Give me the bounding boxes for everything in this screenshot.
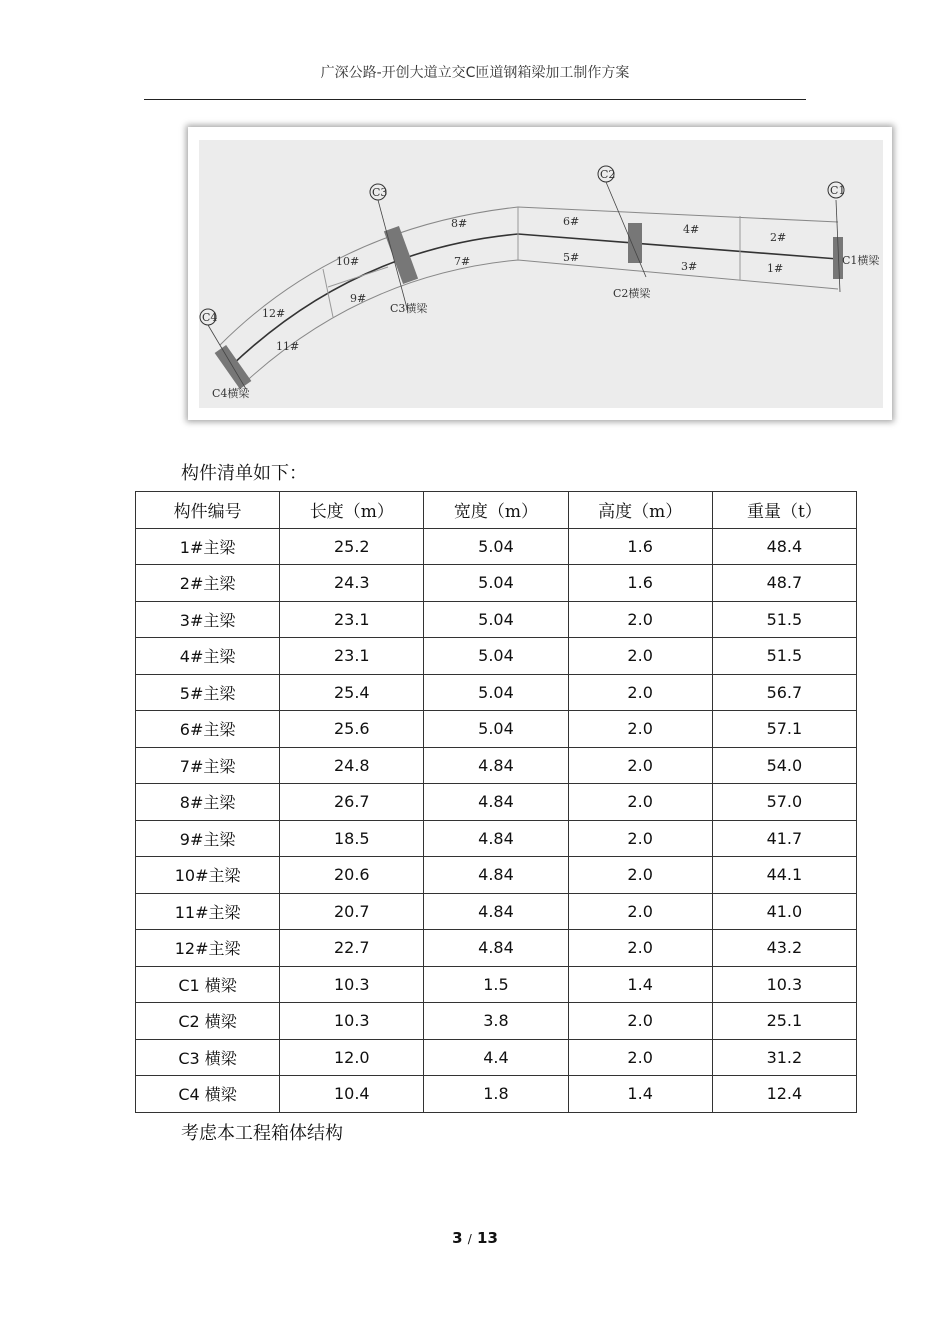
value-cell: 48.7 bbox=[712, 565, 856, 602]
value-cell: 4.4 bbox=[424, 1039, 568, 1076]
header-cell: 重量（t） bbox=[712, 492, 856, 529]
table-row bbox=[136, 820, 857, 857]
component-id-cell: 8#主梁 bbox=[136, 784, 280, 821]
value-cell: 4.84 bbox=[424, 747, 568, 784]
c2-cross-beam bbox=[628, 223, 642, 263]
value-cell: 4.84 bbox=[424, 930, 568, 967]
value-cell: 57.1 bbox=[712, 711, 856, 748]
value-cell: 3.8 bbox=[424, 1003, 568, 1040]
value-cell: 41.7 bbox=[712, 820, 856, 857]
c1-beam-label: C1横梁 bbox=[842, 254, 880, 267]
component-id-cell: 5#主梁 bbox=[136, 674, 280, 711]
component-id-cell: C2 横梁 bbox=[136, 1003, 280, 1040]
value-cell: 5.04 bbox=[424, 601, 568, 638]
value-cell: 10.3 bbox=[712, 966, 856, 1003]
value-cell: 5.04 bbox=[424, 638, 568, 675]
value-cell: 10.3 bbox=[280, 966, 424, 1003]
c4-beam-label: C4横梁 bbox=[212, 387, 250, 400]
value-cell: 31.2 bbox=[712, 1039, 856, 1076]
value-cell: 56.7 bbox=[712, 674, 856, 711]
value-cell: 23.1 bbox=[280, 638, 424, 675]
value-cell: 2.0 bbox=[568, 747, 712, 784]
value-cell: 54.0 bbox=[712, 747, 856, 784]
segment-3-label: 3# bbox=[681, 260, 698, 273]
value-cell: 51.5 bbox=[712, 638, 856, 675]
component-id-cell: C1 横梁 bbox=[136, 966, 280, 1003]
value-cell: 44.1 bbox=[712, 857, 856, 894]
page-number bbox=[0, 1229, 950, 1247]
total-pages: 13 bbox=[477, 1229, 498, 1247]
value-cell: 1.8 bbox=[424, 1076, 568, 1113]
component-id-cell: 1#主梁 bbox=[136, 528, 280, 565]
header-divider bbox=[144, 99, 806, 100]
c2-beam-label: C2横梁 bbox=[613, 287, 651, 300]
table-row bbox=[136, 565, 857, 602]
segment-8-label: 8# bbox=[451, 217, 468, 230]
table-row bbox=[136, 528, 857, 565]
value-cell: 2.0 bbox=[568, 638, 712, 675]
component-id-cell: 11#主梁 bbox=[136, 893, 280, 930]
segment-5-label: 5# bbox=[563, 251, 580, 264]
value-cell: 10.4 bbox=[280, 1076, 424, 1113]
value-cell: 5.04 bbox=[424, 711, 568, 748]
c3-circle-label: C3 bbox=[372, 186, 388, 199]
component-id-cell: 12#主梁 bbox=[136, 930, 280, 967]
component-id-cell: 6#主梁 bbox=[136, 711, 280, 748]
value-cell: 5.04 bbox=[424, 674, 568, 711]
component-id-cell: C3 横梁 bbox=[136, 1039, 280, 1076]
table-header-row bbox=[136, 492, 857, 529]
value-cell: 1.4 bbox=[568, 966, 712, 1003]
segment-10-label: 10# bbox=[336, 255, 360, 268]
value-cell: 2.0 bbox=[568, 674, 712, 711]
segment-12-label: 12# bbox=[262, 307, 286, 320]
bridge-plan-diagram bbox=[188, 127, 892, 420]
component-id-cell: 4#主梁 bbox=[136, 638, 280, 675]
component-id-cell: 2#主梁 bbox=[136, 565, 280, 602]
value-cell: 1.6 bbox=[568, 528, 712, 565]
value-cell: 2.0 bbox=[568, 784, 712, 821]
current-page: 3 bbox=[452, 1229, 463, 1247]
value-cell: 2.0 bbox=[568, 820, 712, 857]
table-row bbox=[136, 601, 857, 638]
value-cell: 12.0 bbox=[280, 1039, 424, 1076]
page-header: 广深公路-开创大道立交C匝道钢箱梁加工制作方案 bbox=[320, 65, 630, 81]
value-cell: 4.84 bbox=[424, 820, 568, 857]
value-cell: 25.1 bbox=[712, 1003, 856, 1040]
value-cell: 26.7 bbox=[280, 784, 424, 821]
header-cell: 长度（m） bbox=[280, 492, 424, 529]
value-cell: 5.04 bbox=[424, 528, 568, 565]
value-cell: 2.0 bbox=[568, 1003, 712, 1040]
value-cell: 20.6 bbox=[280, 857, 424, 894]
value-cell: 2.0 bbox=[568, 1039, 712, 1076]
value-cell: 20.7 bbox=[280, 893, 424, 930]
value-cell: 1.5 bbox=[424, 966, 568, 1003]
table-row bbox=[136, 857, 857, 894]
table-row bbox=[136, 747, 857, 784]
page-separator: / bbox=[467, 1232, 472, 1246]
table-row bbox=[136, 1003, 857, 1040]
table-row bbox=[136, 1076, 857, 1113]
value-cell: 4.84 bbox=[424, 784, 568, 821]
c4-circle-label: C4 bbox=[202, 311, 218, 324]
component-id-cell: 3#主梁 bbox=[136, 601, 280, 638]
header-cell: 高度（m） bbox=[568, 492, 712, 529]
segment-2-label: 2# bbox=[770, 231, 787, 244]
header-cell: 宽度（m） bbox=[424, 492, 568, 529]
value-cell: 2.0 bbox=[568, 930, 712, 967]
table-row bbox=[136, 638, 857, 675]
segment-4-label: 4# bbox=[683, 223, 700, 236]
value-cell: 2.0 bbox=[568, 893, 712, 930]
value-cell: 24.8 bbox=[280, 747, 424, 784]
parts-list-intro: 构件清单如下： bbox=[181, 463, 307, 484]
segment-1-label: 1# bbox=[767, 262, 784, 275]
value-cell: 24.3 bbox=[280, 565, 424, 602]
component-id-cell: 7#主梁 bbox=[136, 747, 280, 784]
value-cell: 2.0 bbox=[568, 857, 712, 894]
value-cell: 43.2 bbox=[712, 930, 856, 967]
bridge-layout-figure bbox=[188, 127, 892, 420]
segment-7-label: 7# bbox=[454, 255, 471, 268]
table-row bbox=[136, 930, 857, 967]
header-cell: 构件编号 bbox=[136, 492, 280, 529]
value-cell: 23.1 bbox=[280, 601, 424, 638]
value-cell: 12.4 bbox=[712, 1076, 856, 1113]
table-row bbox=[136, 966, 857, 1003]
component-id-cell: 10#主梁 bbox=[136, 857, 280, 894]
value-cell: 4.84 bbox=[424, 857, 568, 894]
segment-6-label: 6# bbox=[563, 215, 580, 228]
value-cell: 48.4 bbox=[712, 528, 856, 565]
value-cell: 2.0 bbox=[568, 711, 712, 748]
table-row bbox=[136, 711, 857, 748]
value-cell: 25.4 bbox=[280, 674, 424, 711]
segment-9-label: 9# bbox=[350, 292, 367, 305]
c2-circle-label: C2 bbox=[600, 168, 616, 181]
table-row bbox=[136, 893, 857, 930]
value-cell: 10.3 bbox=[280, 1003, 424, 1040]
value-cell: 4.84 bbox=[424, 893, 568, 930]
segment-11-label: 11# bbox=[276, 340, 300, 353]
value-cell: 1.6 bbox=[568, 565, 712, 602]
table-row bbox=[136, 674, 857, 711]
value-cell: 25.6 bbox=[280, 711, 424, 748]
table-row bbox=[136, 1039, 857, 1076]
component-id-cell: C4 横梁 bbox=[136, 1076, 280, 1113]
value-cell: 22.7 bbox=[280, 930, 424, 967]
value-cell: 41.0 bbox=[712, 893, 856, 930]
table-row bbox=[136, 784, 857, 821]
value-cell: 51.5 bbox=[712, 601, 856, 638]
component-id-cell: 9#主梁 bbox=[136, 820, 280, 857]
value-cell: 18.5 bbox=[280, 820, 424, 857]
body-text: 考虑本工程箱体结构 bbox=[181, 1123, 343, 1144]
value-cell: 5.04 bbox=[424, 565, 568, 602]
parts-table bbox=[135, 491, 857, 1113]
value-cell: 25.2 bbox=[280, 528, 424, 565]
c1-circle-label: C1 bbox=[830, 184, 846, 197]
value-cell: 57.0 bbox=[712, 784, 856, 821]
value-cell: 1.4 bbox=[568, 1076, 712, 1113]
value-cell: 2.0 bbox=[568, 601, 712, 638]
c3-beam-label: C3横梁 bbox=[390, 302, 428, 315]
